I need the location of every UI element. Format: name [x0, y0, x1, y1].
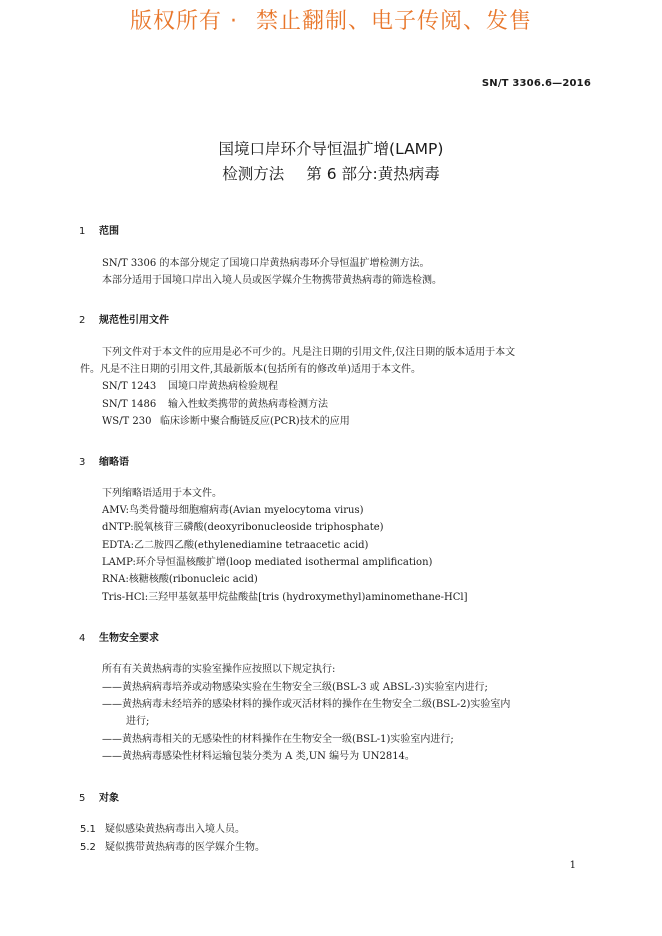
paragraph-line: 下列缩略语适用于本文件。 — [102, 488, 222, 499]
reference-title: 临床诊断中聚合酶链反应(PCR)技术的应用 — [160, 416, 350, 427]
section-title: 范围 — [99, 226, 119, 237]
document-title-line1: 国境口岸环介导恒温扩增(LAMP) — [218, 140, 444, 158]
reference-code: WS/T 230 — [102, 416, 152, 427]
section-number: 5 — [79, 793, 86, 804]
subsection-number: 5.2 — [80, 842, 96, 853]
watermark-part-b: 禁止翻制、电子传阅、发售 — [255, 9, 532, 34]
abbreviation-item: LAMP:环介导恒温核酸扩增(loop mediated isothermal amplification) — [102, 557, 433, 568]
requirement-item: ——黄热病毒感染性材料运输包装分类为 A 类,UN 编号为 UN2814。 — [102, 751, 415, 762]
requirement-item: ——黄热病病毒培养或动物感染实验在生物安全三级(BSL-3 或 ABSL-3)实验室内进行; — [102, 682, 488, 693]
reference-item — [102, 380, 278, 394]
document-title-line2 — [0, 162, 662, 184]
paragraph-line: 下列文件对于本文件的应用是必不可少的。凡是注日期的引用文件,仅注日期的版本适用于本文 — [102, 347, 516, 358]
requirement-item: ——黄热病毒未经培养的感染材料的操作或灭活材料的操作在生物安全二级(BSL-2)实验室内 — [102, 699, 511, 710]
section-title: 缩略语 — [99, 457, 129, 468]
subsection-text: 疑似感染黄热病毒出入境人员。 — [105, 824, 245, 835]
paragraph-line: 件。凡是不注日期的引用文件,其最新版本(包括所有的修改单)适用于本文件。 — [80, 364, 421, 375]
section-heading-3 — [79, 453, 129, 468]
reference-item — [102, 398, 328, 412]
watermark-part-a: 版权所有 · — [129, 9, 238, 34]
subsection-item — [80, 823, 245, 837]
reference-code: SN/T 1486 — [102, 399, 157, 410]
section-number: 3 — [79, 457, 86, 468]
paragraph-line: 所有有关黄热病毒的实验室操作应按照以下规定执行: — [102, 664, 336, 675]
reference-code: SN/T 1243 — [102, 381, 157, 392]
section-title: 生物安全要求 — [99, 633, 159, 644]
section-title: 对象 — [99, 793, 119, 804]
abbreviation-item: dNTP:脱氧核苷三磷酸(deoxyribonucleoside triphosphate) — [102, 522, 384, 533]
section-heading-1 — [79, 222, 119, 237]
title-part: 第 6 部分:黄热病毒 — [306, 165, 440, 183]
abbreviation-item: RNA:核糖核酸(ribonucleic acid) — [102, 574, 258, 585]
subsection-item — [80, 841, 265, 855]
reference-item — [102, 415, 350, 429]
paragraph-line: 本部分适用于国境口岸出入境人员或医学媒介生物携带黄热病毒的筛选检测。 — [102, 275, 442, 286]
reference-title: 输入性蚊类携带的黄热病毒检测方法 — [168, 399, 328, 410]
requirement-item: ——黄热病毒相关的无感染性的材料操作在生物安全一级(BSL-1)实验室内进行; — [102, 734, 454, 745]
page-number: 1 — [569, 860, 576, 871]
reference-title: 国境口岸黄热病检验规程 — [168, 381, 278, 392]
section-heading-4 — [79, 629, 159, 644]
subsection-number: 5.1 — [80, 824, 96, 835]
section-title: 规范性引用文件 — [99, 315, 169, 326]
standard-code: SN/T 3306.6—2016 — [481, 78, 591, 89]
subsection-text: 疑似携带黄热病毒的医学媒介生物。 — [105, 842, 265, 853]
section-heading-2 — [79, 311, 169, 326]
section-number: 2 — [79, 315, 86, 326]
paragraph-line: SN/T 3306 的本部分规定了国境口岸黄热病毒环介导恒温扩增检测方法。 — [102, 258, 430, 269]
watermark — [0, 4, 662, 35]
abbreviation-item: AMV:鸟类骨髓母细胞瘤病毒(Avian myelocytoma virus) — [102, 505, 364, 516]
section-heading-5 — [79, 789, 119, 804]
requirement-item-continuation: 进行; — [126, 716, 150, 727]
title-method: 检测方法 — [222, 165, 285, 183]
section-number: 1 — [79, 226, 86, 237]
section-number: 4 — [79, 633, 86, 644]
abbreviation-item: EDTA:乙二胺四乙酸(ethylenediamine tetraacetic acid) — [102, 540, 369, 551]
abbreviation-item: Tris-HCl:三羟甲基氨基甲烷盐酸盐[tris (hydroxymethyl)aminomethane-HCl] — [102, 592, 468, 603]
